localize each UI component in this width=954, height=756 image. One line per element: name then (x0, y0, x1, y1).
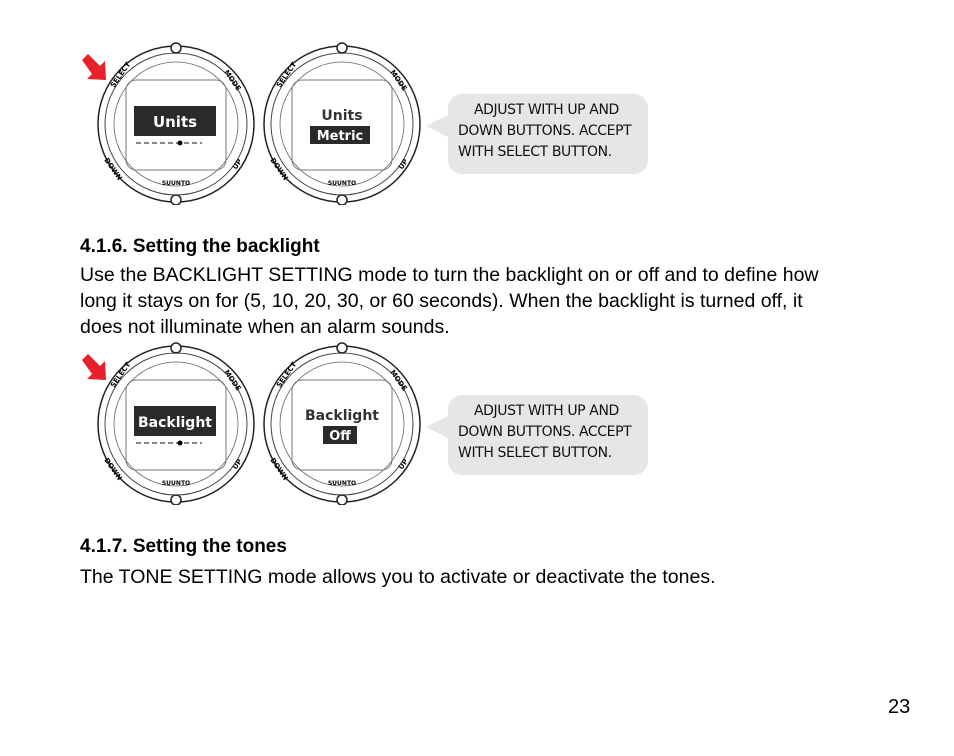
svg-text:SUUNTO: SUUNTO (327, 180, 357, 187)
callout-instruction: ADJUST WITH UP AND DOWN BUTTONS. ACCEPT WITH SELECT BUTTON. (448, 94, 648, 174)
screen-label: Backlight (304, 408, 380, 424)
watch-units-metric (260, 40, 425, 205)
svg-text:DOWN: DOWN (268, 456, 290, 482)
screen-value: Metric (316, 129, 364, 144)
watch-units-select (94, 40, 259, 205)
svg-text:SELECT: SELECT (109, 60, 133, 90)
watch-backlight-off (260, 340, 425, 505)
svg-text:MODE: MODE (388, 68, 409, 93)
svg-text:UP: UP (231, 457, 244, 472)
section-heading-tones: 4.1.7. Setting the tones (80, 536, 287, 557)
callout-instruction: ADJUST WITH UP AND DOWN BUTTONS. ACCEPT WITH SELECT BUTTON. (448, 395, 648, 475)
screen-label: Units (321, 108, 363, 124)
screen-value: Off (329, 429, 351, 444)
paragraph-backlight: Use the BACKLIGHT SETTING mode to turn the backlight on or off and to define how long it stays on for (5, 10, 20, 30, or 60 seconds). When the backlight is turned off, it does not illuminate when an alarm sounds. (80, 264, 819, 338)
svg-text:SELECT: SELECT (275, 60, 299, 90)
svg-text:SUUNTO: SUUNTO (327, 480, 357, 487)
svg-text:DOWN: DOWN (102, 456, 124, 482)
svg-text:MODE: MODE (222, 68, 243, 93)
svg-text:DOWN: DOWN (268, 156, 290, 182)
page-number: 23 (888, 696, 911, 718)
screen-label: Units (152, 113, 198, 131)
figure-units (80, 40, 660, 210)
svg-text:SELECT: SELECT (109, 360, 133, 390)
svg-text:UP: UP (397, 457, 410, 472)
svg-text:DOWN: DOWN (102, 156, 124, 182)
svg-text:UP: UP (231, 157, 244, 172)
svg-text:SELECT: SELECT (275, 360, 299, 390)
watch-backlight-select (94, 340, 259, 505)
svg-text:MODE: MODE (222, 368, 243, 393)
figure-backlight (80, 340, 660, 510)
svg-text:UP: UP (397, 157, 410, 172)
svg-text:SUUNTO: SUUNTO (161, 180, 191, 187)
screen-label: Backlight (137, 415, 213, 431)
svg-text:SUUNTO: SUUNTO (161, 480, 191, 487)
section-heading-backlight: 4.1.6. Setting the backlight (80, 236, 320, 257)
svg-text:MODE: MODE (388, 368, 409, 393)
paragraph-tones: The TONE SETTING mode allows you to activate or deactivate the tones. (80, 566, 716, 588)
